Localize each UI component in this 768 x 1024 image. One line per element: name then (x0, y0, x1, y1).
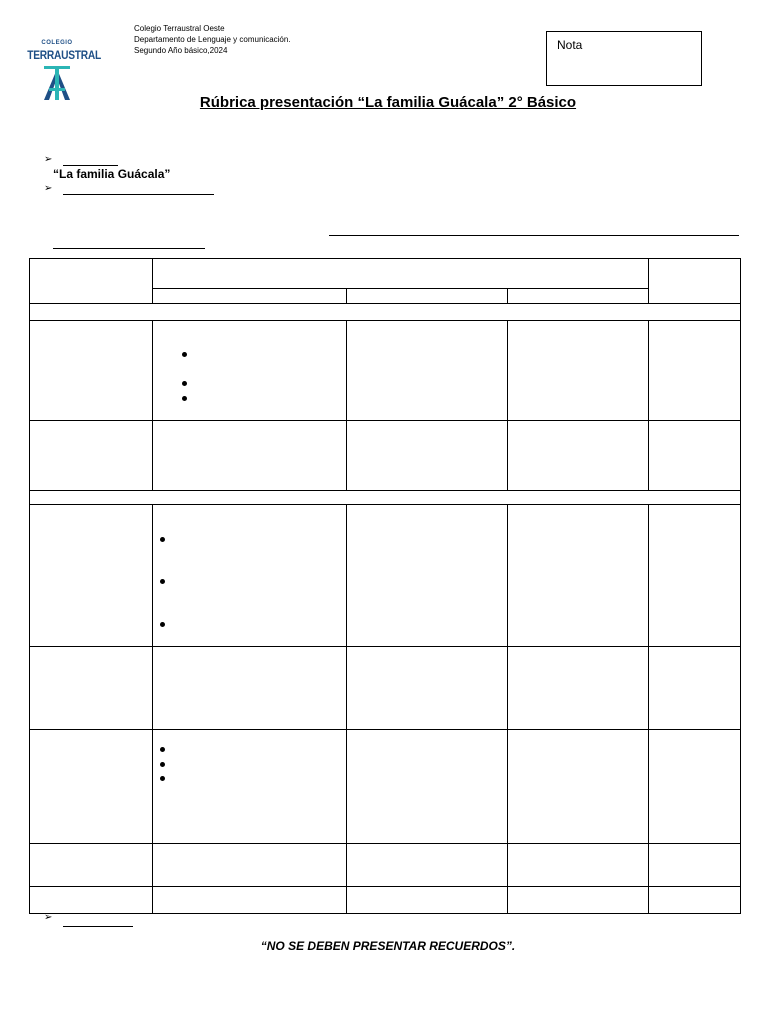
table-row (29, 646, 741, 647)
blank-line[interactable] (63, 926, 133, 927)
bullet-icon (160, 622, 165, 627)
table-divider (648, 258, 649, 304)
arrow-bullet-icon: ➢ (44, 912, 53, 923)
blank-line[interactable] (63, 165, 118, 166)
bullet-icon (160, 776, 165, 781)
table-border (29, 258, 741, 914)
bullet-icon (182, 352, 187, 357)
table-divider (507, 288, 508, 304)
grade-box[interactable] (546, 31, 702, 86)
department-name: Departamento de Lenguaje y comunicación. (134, 35, 291, 44)
course-name: Segundo Año básico,2024 (134, 46, 228, 55)
table-row (29, 886, 741, 887)
school-name: Colegio Terraustral Oeste (134, 24, 225, 33)
table-row (29, 729, 741, 730)
table-divider (346, 320, 347, 490)
grade-label: Nota (557, 38, 583, 52)
bullet-icon (160, 537, 165, 542)
table-divider (152, 288, 648, 289)
bullet-icon (182, 381, 187, 386)
footer-note: “NO SE DEBEN PRESENTAR RECUERDOS”. (260, 939, 516, 953)
table-divider (152, 504, 153, 914)
bullet-icon (160, 762, 165, 767)
arrow-bullet-icon: ➢ (44, 154, 53, 165)
bullet-icon (160, 747, 165, 752)
table-divider (152, 258, 153, 304)
table-divider (507, 320, 508, 490)
table-row (29, 490, 741, 491)
school-header (134, 23, 291, 56)
table-row (29, 420, 741, 421)
table-divider (152, 320, 153, 490)
table-row (29, 504, 741, 505)
table-divider (346, 288, 347, 304)
arrow-bullet-icon: ➢ (44, 183, 53, 194)
table-row (29, 303, 741, 304)
book-title: “La familia Guácala” (53, 167, 171, 181)
page-title: Rúbrica presentación “La familia Guácala” 2° Básico (199, 94, 577, 111)
table-divider (346, 504, 347, 914)
blank-line[interactable] (53, 248, 205, 249)
table-divider (648, 504, 649, 914)
bullet-icon (160, 579, 165, 584)
table-divider (648, 320, 649, 490)
table-row (29, 843, 741, 844)
bullet-icon (182, 396, 187, 401)
table-row (29, 320, 741, 321)
logo-small-text: COLEGIO (41, 40, 73, 46)
blank-line[interactable] (63, 194, 214, 195)
logo-name-text: TERRAUSTRAL (27, 48, 101, 62)
blank-line[interactable] (329, 235, 739, 236)
table-divider (507, 504, 508, 914)
